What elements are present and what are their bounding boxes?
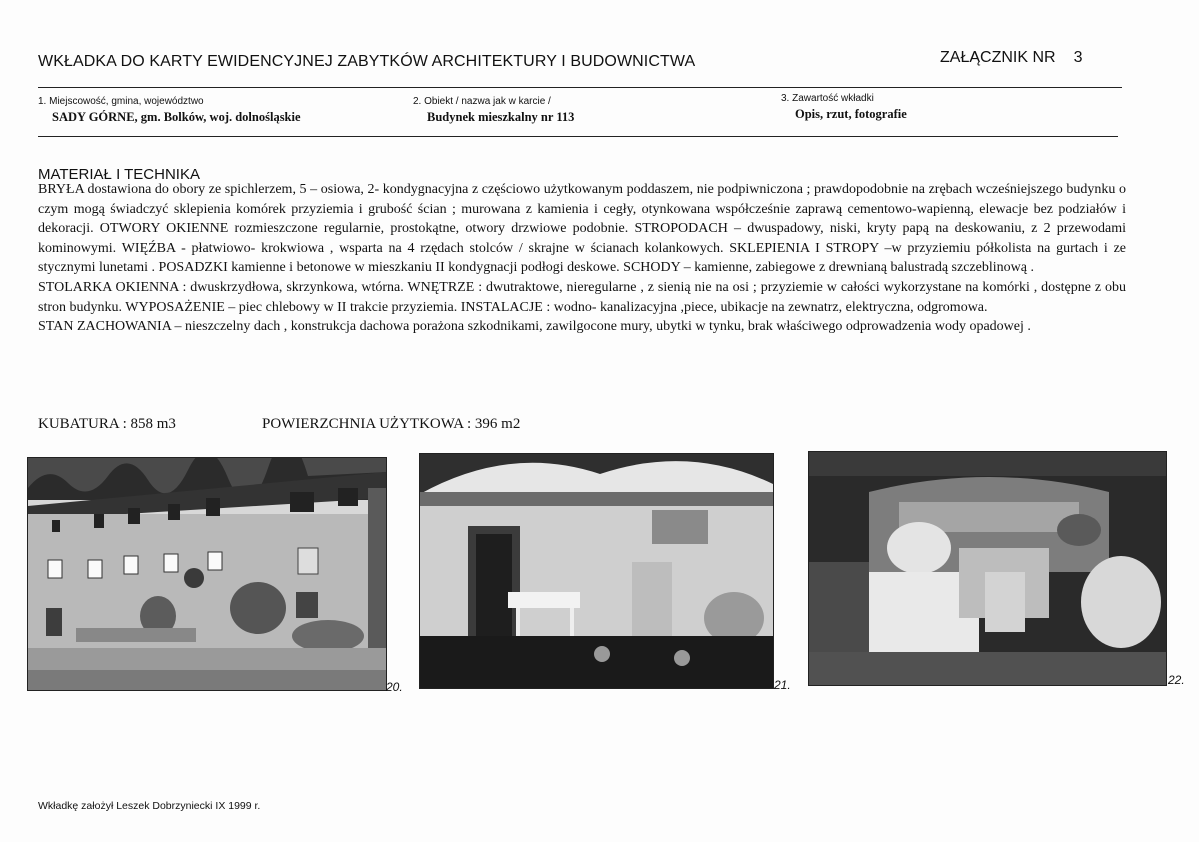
document-title: WKŁADKA DO KARTY EWIDENCYJNEJ ZABYTKÓW ARCHITEKTURY I BUDOWNICTWA (38, 53, 696, 70)
annex-number: 3 (1073, 49, 1083, 66)
photo-number: 22. (1168, 673, 1185, 687)
metrics-row (38, 416, 520, 433)
photo-number: 21. (774, 678, 791, 692)
description-paragraph: STAN ZACHOWANIA – nieszczelny dach , konstrukcja dachowa porażona szkodnikami, zawilgocone mury, ubytki w tynku, brak właściwego odprowadzenia wody opadowej . (38, 319, 1031, 335)
field-object-value: Budynek mieszkalny nr 113 (427, 110, 575, 124)
photo-building-exterior (27, 457, 387, 691)
description-paragraph: STOLARKA OKIENNA : dwuskrzydłowa, skrzynkowa, wtórna. WNĘTRZE : dwutraktowe, nieregularne , z sienią nie na osi ; przyziemie w całości wykorzystane na komórki , dostępne z obu stron budynku. WYPOSAŻENIE – piec chlebowy w II trakcie przyziemia. INSTALACJE : wodno- kanalizacyjna ,piece, ubikacje na zewnatrz, elektryczna, odgromowa. (38, 279, 1126, 315)
photo-cellar-storage (808, 451, 1167, 686)
field-object-label: 2. Obiekt / nazwa jak w karcie / (413, 96, 551, 107)
volume-value: KUBATURA : 858 m3 (38, 416, 176, 432)
field-location-label: 1. Miejscowość, gmina, województwo (38, 96, 204, 107)
fields-rule (38, 136, 1118, 137)
photo-vaulted-interior (419, 453, 774, 689)
field-contents-value: Opis, rzut, fotografie (795, 107, 907, 121)
section-heading: MATERIAŁ I TECHNIKA (38, 166, 200, 183)
usable-area-value: POWIERZCHNIA UŻYTKOWA : 396 m2 (262, 416, 521, 432)
annex-label-text: ZAŁĄCZNIK NR (940, 49, 1056, 66)
field-contents-label: 3. Zawartość wkładki (781, 93, 874, 104)
cellar-storage-image (809, 452, 1166, 685)
annex-label (940, 49, 1082, 67)
footer-note: Wkładkę założył Leszek Dobrzyniecki IX 1999 r. (38, 800, 261, 812)
header-rule (38, 87, 1122, 88)
building-exterior-image (28, 458, 386, 690)
vaulted-interior-image (420, 454, 773, 688)
field-location-value: SADY GÓRNE, gm. Bolków, woj. dolnośląskie (52, 110, 301, 124)
description-paragraph: BRYŁA dostawiona do obory ze spichlerzem, 5 – osiowa, 2- kondygnacyjna z częściowo użytkowanym poddaszem, nie podpiwniczona ; prawdopodobnie na zrębach wcześniejszego budynku o czym mogą świadczyć sklepienia komórek przyziemia i grubość ścian ; murowana z kamienia i cegły, otynkowana współcześnie zaprawą cementowo-wapienną, elewacje bez podziałów i dekoracji. OTWORY OKIENNE rozmieszczone regularnie, prostokątne, otwory drzwiowe podobnie. STROPODACH – dwuspadowy, niski, kryty papą na deskowaniu, z 2 przewodami kominowymi. WIĘŹBA - płatwiowo- krokwiowa , wsparta na 4 rzędach stolców / skrajne w ścianach kolankowych. SKLEPIENIA I STROPY –w przyziemiu półkolista na gurtach i ze stycznymi lunetami . POSADZKI kamienne i betonowe w mieszkaniu II kondygnacji podłogi deskowe. SCHODY – kamienne, zabiegowe z drewnianą balustradą szczeblinową . (38, 182, 1126, 276)
description-text (38, 180, 1126, 337)
photo-number: 20. (386, 680, 403, 694)
